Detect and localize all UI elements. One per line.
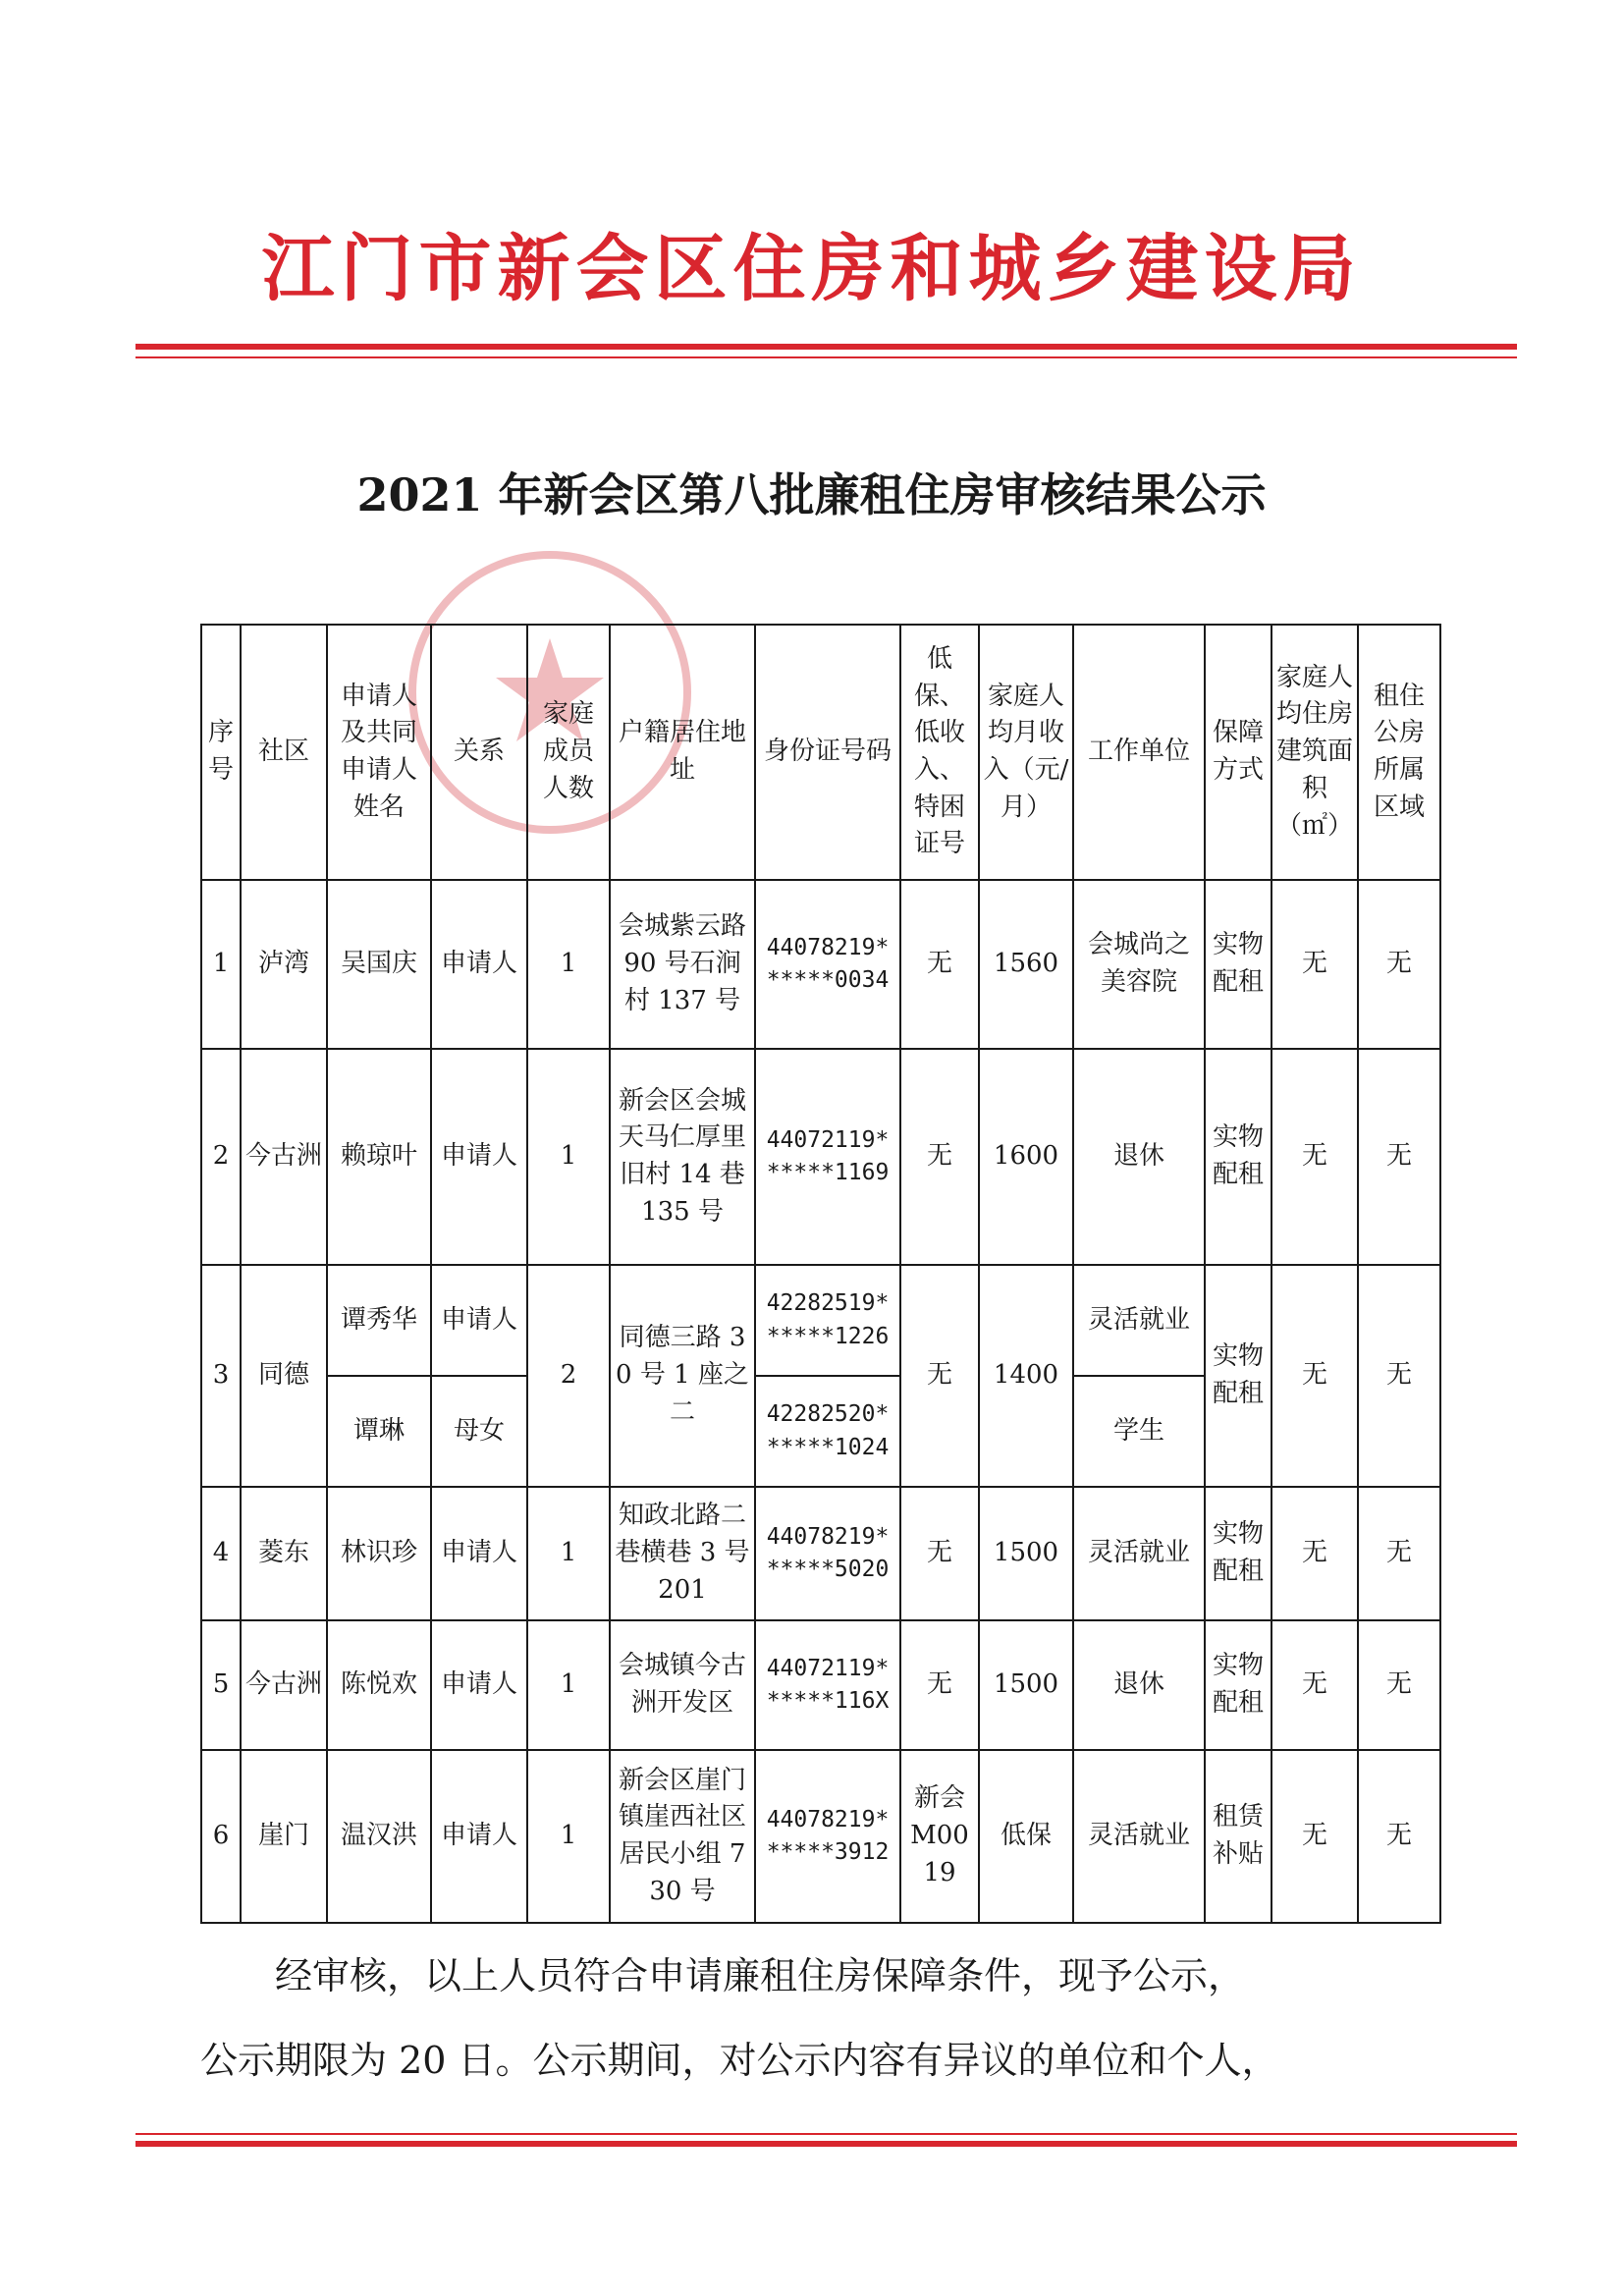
col-header: 序号 [201,625,241,880]
household-size-cell: 2 [527,1265,610,1487]
region-cell: 无 [1358,1265,1440,1487]
guarantee-cell: 实物配租 [1205,1620,1271,1750]
address-cell: 同德三路 30 号 1 座之二 [610,1265,755,1487]
table-row [201,1265,1440,1376]
guarantee-cell: 实物配租 [1205,1265,1271,1487]
applicant-name-cell: 林识珍 [327,1487,431,1620]
certificate-cell: 新会M0019 [900,1750,979,1923]
area-cell: 无 [1271,880,1358,1049]
region-cell: 无 [1358,880,1440,1049]
income-cell: 1560 [979,880,1073,1049]
guarantee-cell: 实物配租 [1205,1049,1271,1265]
footer-rule-thick [135,2141,1517,2147]
household-size-cell: 1 [527,880,610,1049]
work-unit-cell: 会城尚之美容院 [1073,880,1205,1049]
col-header: 关系 [431,625,527,880]
applicant-name-cell: 赖琼叶 [327,1049,431,1265]
work-unit-cell: 灵活就业 [1073,1750,1205,1923]
header-rule-thick [135,344,1517,350]
applicant-name-cell: 陈悦欢 [327,1620,431,1750]
address-cell: 会城镇今古洲开发区 [610,1620,755,1750]
household-size-cell: 1 [527,1487,610,1620]
work-unit-cell: 灵活就业 [1073,1487,1205,1620]
table-row [201,1049,1440,1265]
certificate-cell: 无 [900,1265,979,1487]
col-header: 家庭人均住房建筑面积（㎡） [1271,625,1358,880]
work-unit-cell: 灵活就业 [1073,1265,1205,1376]
footer-rule-thin [135,2133,1517,2135]
certificate-cell: 无 [900,1487,979,1620]
col-header: 户籍居住地址 [610,625,755,880]
income-cell: 1600 [979,1049,1073,1265]
row-number: 6 [201,1750,241,1923]
row-number: 4 [201,1487,241,1620]
closing-line-2: 公示期限为 20 日。公示期间，对公示内容有异议的单位和个人， [200,2038,1279,2082]
area-cell: 无 [1271,1265,1358,1487]
relation-cell: 申请人 [431,1049,527,1265]
community-cell: 菱东 [241,1487,327,1620]
guarantee-cell: 实物配租 [1205,1487,1271,1620]
applicant-name-cell: 温汉洪 [327,1750,431,1923]
community-cell: 同德 [241,1265,327,1487]
region-cell: 无 [1358,1049,1440,1265]
housing-review-table [200,624,1441,1924]
id-number-cell: 44072119* *****116X [755,1620,900,1750]
community-cell: 泸湾 [241,880,327,1049]
household-size-cell: 1 [527,1049,610,1265]
id-number-cell: 44078219* *****0034 [755,880,900,1049]
region-cell: 无 [1358,1620,1440,1750]
household-size-cell: 1 [527,1750,610,1923]
row-number: 2 [201,1049,241,1265]
income-cell: 1500 [979,1620,1073,1750]
row-number: 5 [201,1620,241,1750]
col-header: 低保、低收入、特困证号 [900,625,979,880]
guarantee-cell: 实物配租 [1205,880,1271,1049]
table-row [201,1487,1440,1620]
row-number: 1 [201,880,241,1049]
id-number-cell: 42282520* *****1024 [755,1376,900,1487]
work-unit-cell: 退休 [1073,1620,1205,1750]
closing-paragraph [200,1954,1439,2083]
applicant-name-cell: 吴国庆 [327,880,431,1049]
col-header: 租住公房所属区域 [1358,625,1440,880]
area-cell: 无 [1271,1487,1358,1620]
income-cell: 1500 [979,1487,1073,1620]
work-unit-cell: 退休 [1073,1049,1205,1265]
table-row [201,1750,1440,1923]
community-cell: 今古洲 [241,1620,327,1750]
relation-cell: 申请人 [431,880,527,1049]
col-header: 家庭成员人数 [527,625,610,880]
relation-cell: 申请人 [431,1487,527,1620]
col-header: 工作单位 [1073,625,1205,880]
row-number: 3 [201,1265,241,1487]
id-number-cell: 44072119* *****1169 [755,1049,900,1265]
region-cell: 无 [1358,1750,1440,1923]
area-cell: 无 [1271,1750,1358,1923]
relation-cell: 申请人 [431,1265,527,1376]
id-number-cell: 44078219* *****3912 [755,1750,900,1923]
area-cell: 无 [1271,1620,1358,1750]
address-cell: 新会区崖门镇崖西社区居民小组 730 号 [610,1750,755,1923]
col-header: 家庭人均月收入（元/月） [979,625,1073,880]
address-cell: 知政北路二巷横巷 3 号 201 [610,1487,755,1620]
org-letterhead-title: 江门市新会区住房和城乡建设局 [261,227,1362,311]
relation-cell: 申请人 [431,1620,527,1750]
address-cell: 新会区会城天马仁厚里旧村 14 巷 135 号 [610,1049,755,1265]
household-size-cell: 1 [527,1620,610,1750]
table-row [201,1620,1440,1750]
id-number-cell: 44078219* *****5020 [755,1487,900,1620]
header-rule-thin [135,356,1517,358]
table-row [201,880,1440,1049]
closing-line-1: 经审核，以上人员符合申请廉租住房保障条件，现予公示， [275,1954,1246,1997]
work-unit-cell: 学生 [1073,1376,1205,1487]
table-header-row [201,625,1440,880]
address-cell: 会城紫云路 90 号石涧村 137 号 [610,880,755,1049]
relation-cell: 母女 [431,1376,527,1487]
community-cell: 今古洲 [241,1049,327,1265]
col-header: 身份证号码 [755,625,900,880]
applicant-name-cell: 谭琳 [327,1376,431,1487]
id-number-cell: 42282519* *****1226 [755,1265,900,1376]
area-cell: 无 [1271,1049,1358,1265]
applicant-name-cell: 谭秀华 [327,1265,431,1376]
income-cell: 低保 [979,1750,1073,1923]
certificate-cell: 无 [900,1049,979,1265]
col-header: 保障方式 [1205,625,1271,880]
certificate-cell: 无 [900,880,979,1049]
col-header: 申请人及共同申请人姓名 [327,625,431,880]
relation-cell: 申请人 [431,1750,527,1923]
certificate-cell: 无 [900,1620,979,1750]
community-cell: 崖门 [241,1750,327,1923]
document-title: 2021 年新会区第八批廉租住房审核结果公示 [356,468,1267,521]
income-cell: 1400 [979,1265,1073,1487]
region-cell: 无 [1358,1487,1440,1620]
guarantee-cell: 租赁补贴 [1205,1750,1271,1923]
col-header: 社区 [241,625,327,880]
